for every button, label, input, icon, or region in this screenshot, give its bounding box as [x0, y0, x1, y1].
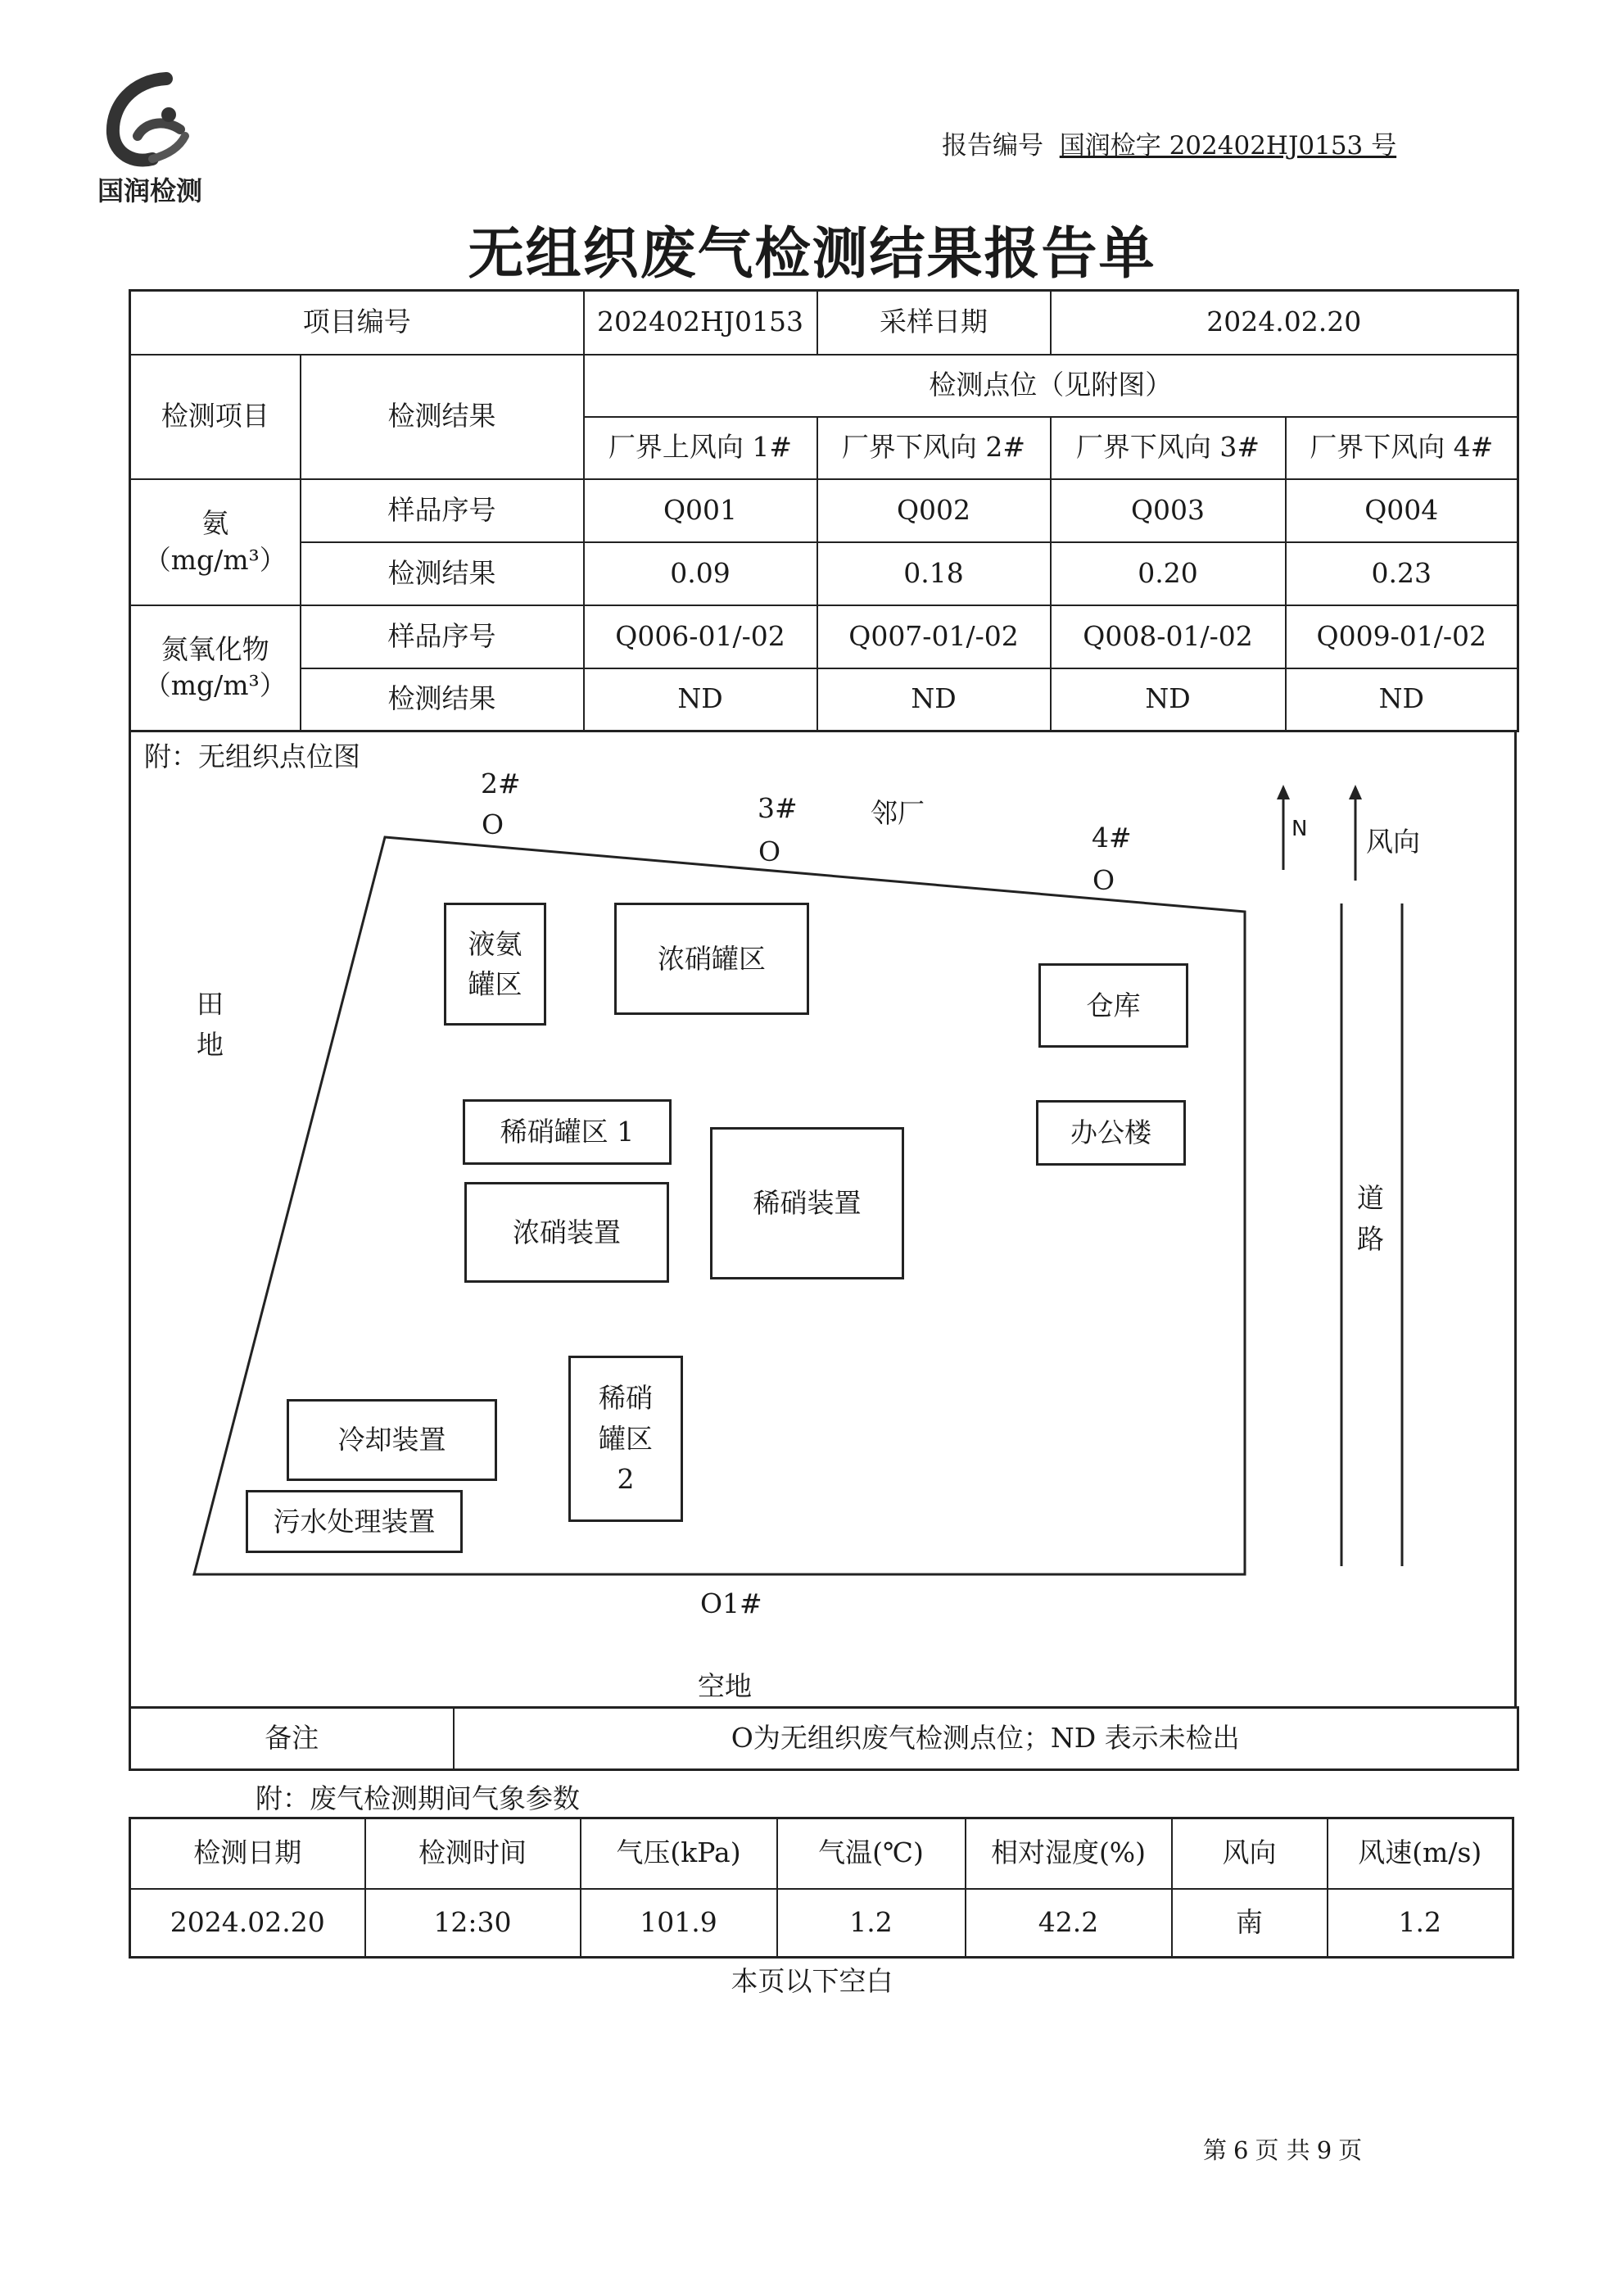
- meteo-caption: 附：废气检测期间气象参数: [256, 1782, 580, 1814]
- meteo-header-row: [130, 1818, 1513, 1889]
- page-total: 9: [1316, 2136, 1332, 2164]
- area-label: 办公楼: [1070, 1116, 1151, 1149]
- table-cell: Q006-01/-02: [584, 605, 817, 668]
- page-mid: 页 共: [1255, 2136, 1310, 2164]
- points-header: 检测点位（见附图）: [584, 355, 1518, 417]
- page-indicator: [1200, 2132, 1365, 2166]
- table-cell: Q002: [817, 479, 1051, 542]
- meteo-cell: 42.2: [966, 1889, 1172, 1958]
- table-cell: Q001: [584, 479, 817, 542]
- table-cell: ND: [584, 668, 817, 731]
- point-4-number: 4#: [1092, 822, 1132, 854]
- office-building-area: [1036, 1100, 1186, 1166]
- meteo-header: 相对湿度(%): [966, 1818, 1172, 1889]
- remarks-label: 备注: [130, 1708, 454, 1770]
- point-3-marker: O: [758, 836, 781, 867]
- wastewater-unit-area: [246, 1490, 463, 1553]
- table-cell: ND: [1286, 668, 1518, 731]
- dilute-nitric-tank-1-area: [463, 1099, 672, 1165]
- item-unit: （mg/m³）: [143, 543, 287, 576]
- remarks-table: [129, 1706, 1519, 1771]
- area-label: 稀硝装置: [753, 1187, 862, 1220]
- dilute-nitric-unit-area: [710, 1127, 904, 1279]
- table-cell: Q003: [1051, 479, 1286, 542]
- table-cell: Q009-01/-02: [1286, 605, 1518, 668]
- table-cell: 0.09: [584, 542, 817, 605]
- meteo-cell: 101.9: [581, 1889, 777, 1958]
- area-label: 浓硝罐区: [658, 942, 766, 975]
- table-cell: Q008-01/-02: [1051, 605, 1286, 668]
- area-label: 液氨: [468, 927, 522, 960]
- meteo-cell: 12:30: [365, 1889, 581, 1958]
- meteo-cell: 2024.02.20: [130, 1889, 365, 1958]
- meteo-cell: 1.2: [777, 1889, 966, 1958]
- meteo-header: 检测日期: [130, 1818, 365, 1889]
- area-label: 浓硝装置: [513, 1216, 621, 1248]
- point-1-label: O1#: [700, 1587, 762, 1619]
- diagram-caption: 附：无组织点位图: [144, 740, 360, 772]
- warehouse-area: [1038, 963, 1188, 1048]
- area-label: 2: [617, 1463, 635, 1496]
- table-cell: 0.20: [1051, 542, 1286, 605]
- point-header-4: 厂界下风向 4#: [1286, 417, 1518, 479]
- table-cell: Q004: [1286, 479, 1518, 542]
- page-suffix: 页: [1338, 2136, 1363, 2164]
- cooling-unit-area: [287, 1399, 497, 1481]
- remarks-row: [130, 1708, 1518, 1770]
- point-header-3: 厂界下风向 3#: [1051, 417, 1286, 479]
- point-3-number: 3#: [758, 792, 798, 824]
- field-label-1: 田: [197, 988, 224, 1020]
- area-label: 仓库: [1086, 989, 1141, 1021]
- north-label: N: [1292, 817, 1308, 841]
- meteo-header: 风速(m/s): [1328, 1818, 1513, 1889]
- field-label-2: 地: [197, 1029, 224, 1061]
- col-header-result: 检测结果: [301, 355, 584, 479]
- project-no-label: 项目编号: [130, 291, 584, 355]
- page-prefix: 第: [1203, 2136, 1228, 2164]
- meteo-header: 气温(℃): [777, 1818, 966, 1889]
- table-cell: 0.18: [817, 542, 1051, 605]
- liquid-ammonia-tank-area: [444, 903, 546, 1026]
- meteo-header: 风向: [1172, 1818, 1328, 1889]
- dilute-nitric-tank-2-area: [568, 1356, 683, 1522]
- point-4-marker: O: [1092, 864, 1115, 896]
- meteo-data-row: [130, 1889, 1513, 1958]
- row-label: 检测结果: [301, 668, 584, 731]
- row-label: 检测结果: [301, 542, 584, 605]
- meteo-cell: 南: [1172, 1889, 1328, 1958]
- area-label: 稀硝罐区 1: [500, 1116, 635, 1148]
- blank-below-note: 本页以下空白: [731, 1965, 893, 1997]
- row-label: 样品序号: [301, 479, 584, 542]
- area-label: 冷却装置: [337, 1424, 446, 1456]
- neighbor-factory-label: 邻厂: [871, 797, 925, 829]
- meteo-header: 气压(kPa): [581, 1818, 777, 1889]
- table-cell: ND: [817, 668, 1051, 731]
- table-cell: ND: [1051, 668, 1286, 731]
- point-header-1: 厂界上风向 1#: [584, 417, 817, 479]
- point-2-marker: O: [482, 808, 504, 840]
- area-label: 稀硝: [599, 1382, 653, 1415]
- road-label-2: 路: [1357, 1223, 1384, 1255]
- project-no-value: 202402HJ0153: [584, 291, 817, 355]
- table-cell: 0.23: [1286, 542, 1518, 605]
- meteo-cell: 1.2: [1328, 1889, 1513, 1958]
- page-current: 6: [1233, 2136, 1249, 2164]
- conc-nitric-unit-area: [464, 1182, 669, 1283]
- report-number-value: 国润检字 202402HJ0153 号: [1059, 131, 1397, 161]
- area-label: 罐区: [468, 968, 522, 1000]
- point-header-2: 厂界下风向 2#: [817, 417, 1051, 479]
- meteo-header: 检测时间: [365, 1818, 581, 1889]
- meteo-table: [129, 1817, 1514, 1959]
- remarks-text: O为无组织废气检测点位；ND 表示未检出: [454, 1708, 1518, 1770]
- empty-land-label: 空地: [698, 1670, 752, 1702]
- col-header-item: 检测项目: [130, 355, 301, 479]
- wind-direction-label: 风向: [1366, 826, 1420, 858]
- page-title: 无组织废气检测结果报告单: [468, 221, 1156, 287]
- row-label: 样品序号: [301, 605, 584, 668]
- item-name: 氮氧化物: [161, 632, 269, 665]
- point-2-number: 2#: [481, 768, 521, 799]
- sample-date-label: 采样日期: [817, 291, 1051, 355]
- logo-text: 国润检测: [97, 175, 202, 206]
- table-cell: Q007-01/-02: [817, 605, 1051, 668]
- sample-date-value: 2024.02.20: [1051, 291, 1518, 355]
- area-label: 污水处理装置: [273, 1505, 436, 1537]
- wind-arrow-head-icon: [1349, 785, 1362, 799]
- area-label: 罐区: [599, 1422, 653, 1455]
- conc-nitric-tank-area: [614, 903, 809, 1015]
- north-arrow-head-icon: [1277, 785, 1290, 799]
- road-label-1: 道: [1357, 1182, 1384, 1214]
- item-name: 氨: [201, 506, 229, 539]
- report-number-label: 报告编号: [942, 131, 1043, 161]
- item-unit: （mg/m³）: [143, 669, 287, 702]
